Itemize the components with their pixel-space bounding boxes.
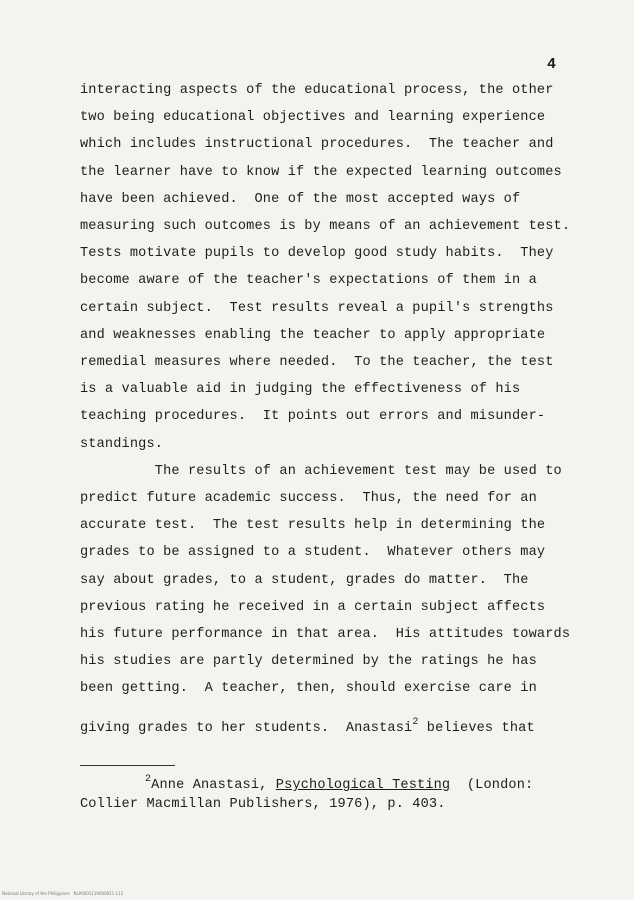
body-line: grades to be assigned to a student. Whatever others may <box>80 545 546 560</box>
body-line: remedial measures where needed. To the teacher, the test <box>80 355 554 370</box>
footnote-reference: 2 <box>412 717 419 728</box>
archive-stamp: National Library of the Philippines NLP0001119000011 112 <box>2 891 124 896</box>
body-line: accurate test. The test results help in determining the <box>80 518 546 533</box>
body-line: the learner have to know if the expected learning outcomes <box>80 165 562 180</box>
body-line: interacting aspects of the educational process, the other <box>80 83 554 98</box>
body-line: his studies are partly determined by the ratings he has <box>80 654 537 669</box>
body-line: Tests motivate pupils to develop good study habits. They <box>80 246 554 261</box>
body-line: predict future academic success. Thus, the need for an <box>80 491 537 506</box>
body-line: his future performance in that area. His attitudes towards <box>80 627 571 642</box>
body-line: which includes instructional procedures. The teacher and <box>80 137 554 152</box>
body-line: certain subject. Test results reveal a pupil's strengths <box>80 301 554 316</box>
page-number: 4 <box>547 56 557 73</box>
body-line-last <box>80 717 535 736</box>
body-line: say about grades, to a student, grades do matter. The <box>80 573 529 588</box>
body-line: previous rating he received in a certain subject affects <box>80 600 546 615</box>
body-line: two being educational objectives and learning experience <box>80 110 546 125</box>
footnote-author: Anne Anastasi, <box>151 778 276 793</box>
body-line: is a valuable aid in judging the effectiveness of his <box>80 382 521 397</box>
body-line: The results of an achievement test may be used to <box>80 464 562 479</box>
footnote-marker: 2 <box>145 774 152 785</box>
body-line: and weaknesses enabling the teacher to apply appropriate <box>80 328 546 343</box>
body-line: measuring such outcomes is by means of an achievement test. <box>80 219 571 234</box>
footnote-line-2: Collier Macmillan Publishers, 1976), p. 403. <box>80 797 446 812</box>
body-line: teaching procedures. It points out errors and misunder- <box>80 409 546 424</box>
body-line-last-text: giving grades to her students. Anastasi <box>80 721 413 736</box>
body-line: become aware of the teacher's expectations of them in a <box>80 273 537 288</box>
body-line-last-tail: believes that <box>418 721 535 736</box>
footnote-divider <box>80 765 175 766</box>
footnote-publisher: (London: <box>450 778 534 793</box>
footnote-title: Psychological Testing <box>275 778 451 793</box>
footnote-line-1 <box>145 774 534 793</box>
body-line: been getting. A teacher, then, should exercise care in <box>80 681 537 696</box>
body-line: have been achieved. One of the most accepted ways of <box>80 192 521 207</box>
body-line: standings. <box>80 437 164 452</box>
